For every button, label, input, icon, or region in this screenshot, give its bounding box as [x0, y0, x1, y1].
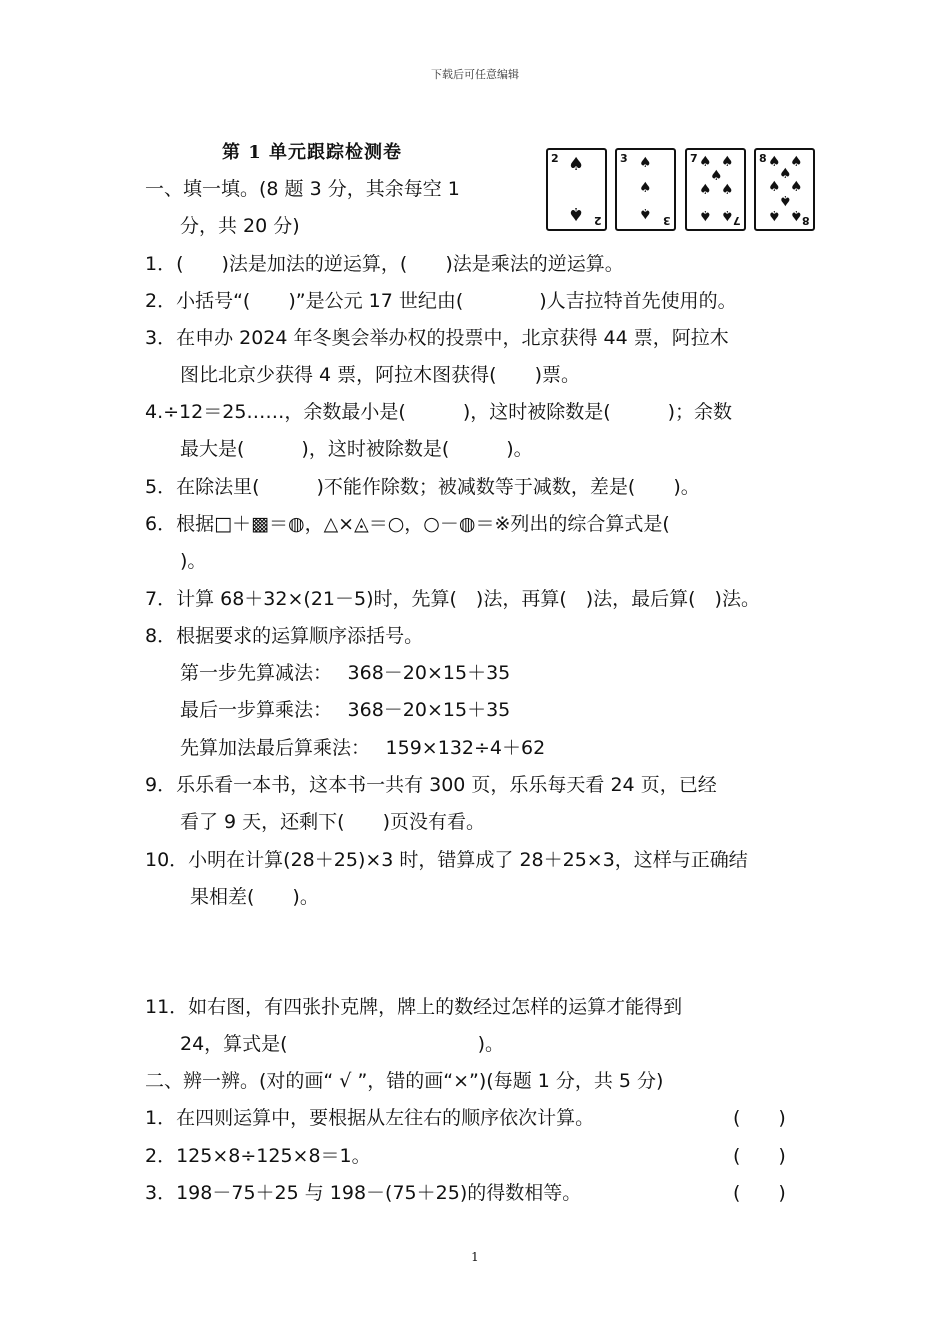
section1-heading: 一、填一填。(8 题 3 分，其余每空 1 [145, 178, 460, 200]
answer-bracket-2: ( ) [733, 1145, 786, 1167]
spade-icon: ♠ [768, 154, 781, 170]
card-rank: 3 [663, 214, 671, 227]
spade-icon: ♠ [721, 207, 734, 223]
card-rank: 7 [690, 152, 698, 165]
section1-heading-cont: 分，共 20 分) [180, 215, 300, 237]
spade-icon: ♠ [568, 154, 585, 175]
question-6-cont: )。 [180, 550, 207, 572]
spade-icon: ♠ [699, 182, 712, 198]
spade-icon: ♠ [790, 207, 803, 223]
spade-icon: ♠ [768, 207, 781, 223]
card-rank: 8 [759, 152, 767, 165]
card-rank: 8 [802, 214, 810, 227]
judge-item-3: 3．198－75＋25 与 198－(75＋25)的得数相等。 [145, 1182, 582, 1204]
spade-icon: ♠ [699, 154, 712, 170]
question-10-cont: 果相差( )。 [190, 886, 319, 908]
answer-bracket-3: ( ) [733, 1182, 786, 1204]
question-8: 8．根据要求的运算顺序添括号。 [145, 625, 424, 647]
playing-card-3 [615, 148, 676, 231]
question-5: 5．在除法里( )不能作除数；被减数等于减数，差是( )。 [145, 476, 700, 498]
answer-bracket-1: ( ) [733, 1107, 786, 1129]
playing-card-7 [685, 148, 746, 231]
question-1: 1．( )法是加法的逆运算，( )法是乘法的逆运算。 [145, 253, 624, 275]
question-11-cont: 24，算式是( )。 [180, 1033, 505, 1055]
question-9-cont: 看了 9 天，还剩下( )页没有看。 [180, 811, 485, 833]
spade-icon: ♠ [721, 182, 734, 198]
question-8-step-a: 第一步先算减法： 368－20×15＋35 [180, 662, 511, 684]
spade-icon: ♠ [779, 192, 792, 208]
spade-icon: ♠ [568, 203, 585, 224]
question-7: 7．计算 68＋32×(21－5)时，先算( )法，再算( )法，最后算( )法。 [145, 588, 760, 610]
spade-icon: ♠ [699, 207, 712, 223]
section2-heading: 二、辨一辨。(对的画“ √ ”，错的画“×”)(每题 1 分，共 5 分) [145, 1070, 664, 1092]
spade-icon: ♠ [790, 179, 803, 195]
page-title: 第 1 单元跟踪检测卷 [222, 142, 403, 163]
judge-item-2: 2．125×8÷125×8＝1。 [145, 1145, 371, 1167]
spade-icon: ♠ [639, 155, 652, 171]
page-header: 下载后可任意编辑 [431, 68, 519, 81]
question-4: 4.÷12＝25……，余数最小是( )，这时被除数是( )；余数 [145, 401, 733, 423]
question-9: 9．乐乐看一本书，这本书一共有 300 页，乐乐每天看 24 页，已经 [145, 774, 717, 796]
spade-icon: ♠ [779, 166, 792, 182]
card-rank: 7 [733, 214, 741, 227]
question-3-cont: 图比北京少获得 4 票，阿拉木图获得( )票。 [180, 364, 580, 386]
question-6: 6．根据□＋▩＝◍，△×◬＝○，○－◍＝※列出的综合算式是( [145, 513, 670, 535]
card-rank: 3 [620, 152, 628, 165]
question-4-cont: 最大是( )，这时被除数是( )。 [180, 438, 533, 460]
spade-icon: ♠ [639, 180, 652, 196]
playing-card-2 [546, 148, 607, 231]
spade-icon: ♠ [710, 168, 723, 184]
spade-icon: ♠ [790, 154, 803, 170]
question-11: 11．如右图，有四张扑克牌，牌上的数经过怎样的运算才能得到 [145, 996, 683, 1018]
page-number: 1 [471, 1250, 479, 1264]
playing-card-8 [754, 148, 815, 231]
question-3: 3．在申办 2024 年冬奥会举办权的投票中，北京获得 44 票，阿拉木 [145, 327, 729, 349]
question-10: 10．小明在计算(28＋25)×3 时，错算成了 28＋25×3，这样与正确结 [145, 849, 748, 871]
card-rank: 2 [594, 214, 602, 227]
spade-icon: ♠ [768, 179, 781, 195]
card-rank: 2 [551, 152, 559, 165]
question-2: 2．小括号“( )”是公元 17 世纪由( )人吉拉特首先使用的。 [145, 290, 737, 312]
question-8-step-c: 先算加法最后算乘法： 159×132÷4＋62 [180, 737, 546, 759]
spade-icon: ♠ [721, 154, 734, 170]
question-8-step-b: 最后一步算乘法： 368－20×15＋35 [180, 699, 511, 721]
judge-item-1: 1．在四则运算中，要根据从左往右的顺序依次计算。 [145, 1107, 595, 1129]
spade-icon: ♠ [639, 205, 652, 221]
